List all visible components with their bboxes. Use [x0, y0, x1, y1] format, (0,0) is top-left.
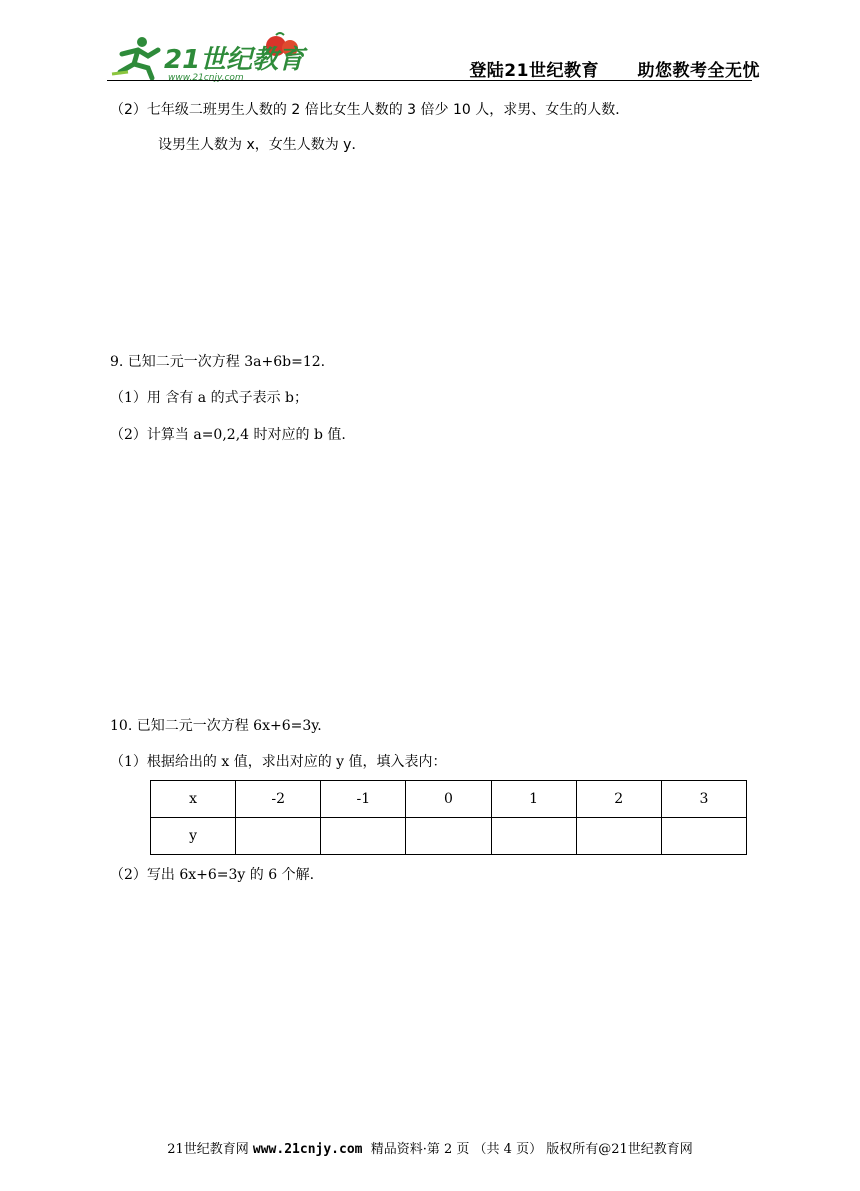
table-row-y: [151, 818, 747, 855]
slogan-left: 登陆21世纪教育: [469, 61, 599, 81]
header-divider: [107, 80, 752, 81]
problem10-part1: （1）根据给出的 x 值，求出对应的 y 值，填入表内：: [110, 754, 447, 770]
runner-logo-icon: [108, 30, 308, 82]
problem10-part2: （2）写出 6x+6=3y 的 6 个解.: [110, 867, 315, 883]
table-cell: y: [151, 818, 236, 855]
table-cell: -2: [236, 781, 321, 818]
problem8-setup: 设男生人数为 x，女生人数为 y．: [158, 137, 366, 153]
table-cell: 3: [661, 781, 746, 818]
svg-text:21世纪教育: 21世纪教育: [164, 45, 305, 75]
svg-text:www.21cnjy.com: www.21cnjy.com: [168, 73, 244, 82]
page-footer: [0, 1138, 860, 1157]
table-cell: 1: [491, 781, 576, 818]
footer-page-info: 精品资料·第 2 页 （共 4 页） 版权所有@21世纪教育网: [370, 1142, 693, 1157]
table-cell: [491, 818, 576, 855]
table-cell: -1: [321, 781, 406, 818]
site-logo: [108, 30, 308, 82]
problem10-title: 10. 已知二元一次方程 6x+6=3y.: [110, 718, 322, 734]
table-cell: x: [151, 781, 236, 818]
table-cell: [406, 818, 491, 855]
table-cell: [236, 818, 321, 855]
problem9-part2: （2）计算当 a=0,2,4 时对应的 b 值.: [110, 427, 346, 443]
footer-url[interactable]: www.21cnjy.com: [252, 1142, 363, 1157]
table-cell: [661, 818, 746, 855]
header-slogan: [440, 56, 760, 81]
table-cell: [576, 818, 661, 855]
problem9-title: 9. 已知二元一次方程 3a+6b=12.: [110, 354, 326, 370]
xy-value-table: [150, 780, 747, 855]
problem9-part1: （1）用 含有 a 的式子表示 b；: [110, 390, 309, 406]
table-cell: 0: [406, 781, 491, 818]
footer-site-name: 21世纪教育网: [167, 1142, 249, 1157]
table-cell: [321, 818, 406, 855]
problem8-part2: （2）七年级二班男生人数的 2 倍比女生人数的 3 倍少 10 人，求男、女生的人数．: [110, 102, 630, 118]
table-row-x: [151, 781, 747, 818]
table-cell: 2: [576, 781, 661, 818]
slogan-right: 助您教考全无忧: [637, 61, 760, 81]
